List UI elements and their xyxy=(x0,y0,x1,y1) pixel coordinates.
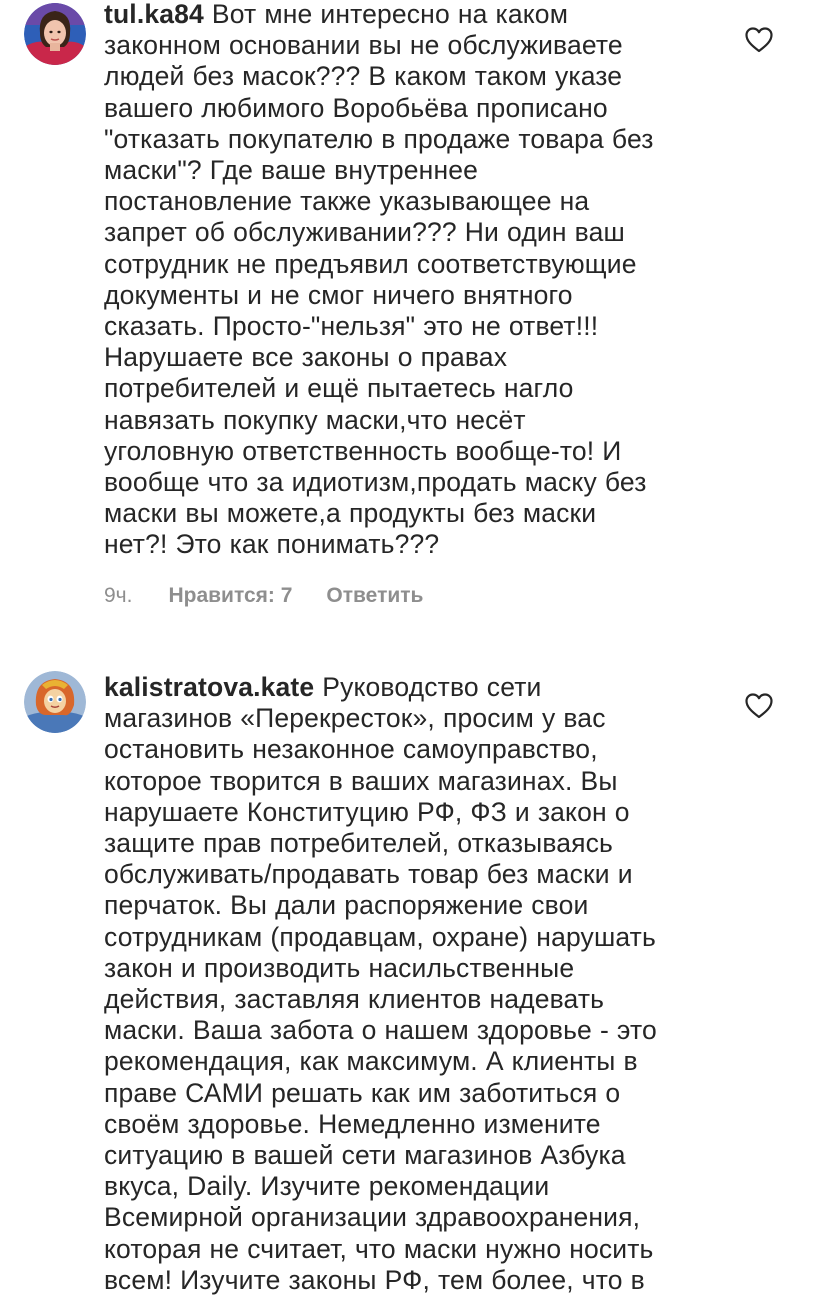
comment-timestamp: 9ч. xyxy=(104,584,133,607)
reply-button[interactable]: Ответить xyxy=(326,584,424,607)
comment-username[interactable]: tul.ka84 xyxy=(104,0,204,29)
comment-text xyxy=(104,672,734,1296)
comment-username[interactable]: kalistratova.kate xyxy=(104,672,315,702)
comment-text xyxy=(104,0,734,561)
avatar[interactable] xyxy=(24,671,86,733)
comment-likes-count[interactable]: Нравится: 7 xyxy=(168,584,293,607)
comment-meta xyxy=(104,584,423,608)
heart-outline-icon[interactable] xyxy=(745,27,773,53)
avatar[interactable] xyxy=(24,3,86,65)
comment-body: Вот мне интересно на каком законном основании вы не обслуживаете людей без масок??? В каком таком указе вашего любимого Воробьёва прописано "отказать покупателю в продаже товара без маски"? Где ваше внутреннее постановление также указывающее на запрет об обслуживании??? Ни один ваш сотрудник не предъявил соответствующие документы и не смог ничего внятного сказать. Просто-"нельзя" это не ответ!!! Нарушаете все законы о правах потребителей и ещё пытаетесь нагло навязать покупку маски,что несёт уголовную ответственность вообще-то! И вообще что за идиотизм,продать маску без маски вы можете,а продукты без маски нет?! Это как понимать??? xyxy=(104,0,654,560)
heart-outline-icon[interactable] xyxy=(745,693,773,719)
comment-body: Руководство сети магазинов «Перекресток», просим у вас остановить незаконное самоуправство, которое творится в ваших магазинах. Вы нарушаете Конституцию РФ, ФЗ и закон о защите прав потребителей, отказываясь обслуживать/продавать товар без маски и перчаток. Вы дали распоряжение свои сотрудникам (продавцам, охране) нарушать закон и производить насильственные действия, заставляя клиентов надевать маски. Ваша забота о нашем здоровье - это рекомендация, как максимум. А клиенты в праве САМИ решать как им заботиться о своём здоровье. Немедленно измените ситуацию в вашей сети магазинов Азбука вкуса, Daily. Изучите рекомендации Всемирной организации здравоохранения, которая не считает, что маски нужно носить всем! Изучите законы РФ, тем более, что в xyxy=(104,672,657,1295)
